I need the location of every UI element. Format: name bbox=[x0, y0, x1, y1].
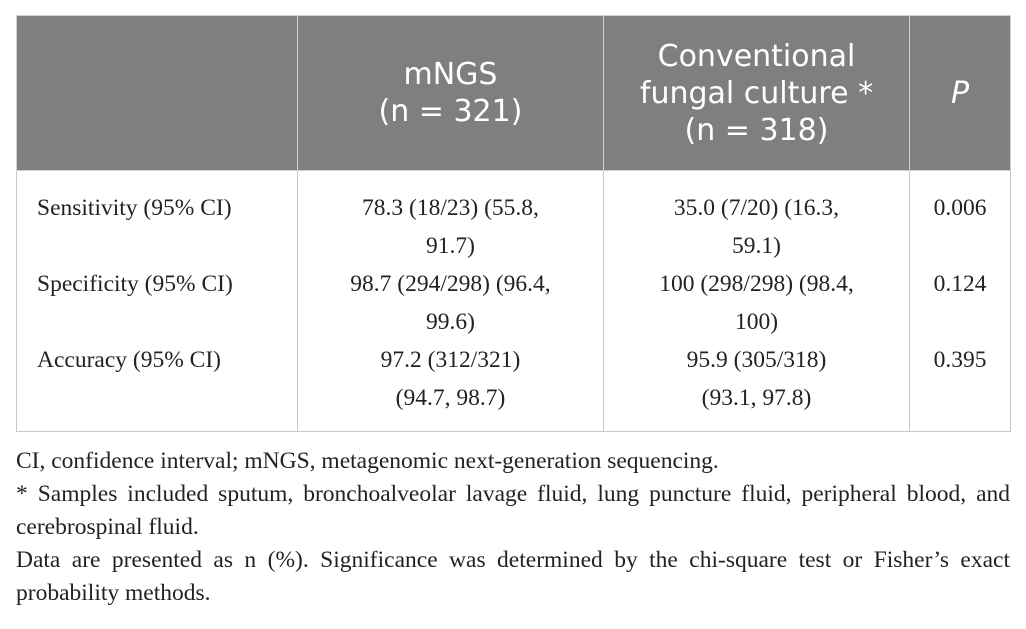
table-row-specificity bbox=[17, 265, 1011, 341]
footnote-abbreviations: CI, confidence interval; mNGS, metagenomic next-generation sequencing. bbox=[16, 448, 719, 474]
footnote-data-presentation: Data are presented as n (%). Significance was determined by the chi-square test or Fisher’s exact probability methods. bbox=[16, 547, 1010, 606]
p-value: 0.124 bbox=[910, 265, 1011, 341]
p-value: 0.006 bbox=[910, 171, 1011, 266]
culture-value: 100 (298/298) (98.4, 100) bbox=[604, 265, 910, 341]
table-footnotes bbox=[16, 445, 1010, 610]
header-empty bbox=[17, 16, 298, 171]
results-table-container bbox=[16, 15, 1010, 432]
culture-value: 95.9 (305/318) (93.1, 97.8) bbox=[604, 341, 910, 432]
mngs-value: 98.7 (294/298) (96.4, 99.6) bbox=[298, 265, 604, 341]
header-p-value: P bbox=[910, 16, 1011, 171]
diagnostic-performance-table bbox=[16, 15, 1011, 432]
header-conventional-culture: Conventional fungal culture * (n = 318) bbox=[604, 16, 910, 171]
table-header-row bbox=[17, 16, 1011, 171]
table-row-accuracy bbox=[17, 341, 1011, 432]
header-mngs: mNGS (n = 321) bbox=[298, 16, 604, 171]
row-label: Sensitivity (95% CI) bbox=[17, 171, 298, 266]
table-row-sensitivity bbox=[17, 171, 1011, 266]
row-label: Specificity (95% CI) bbox=[17, 265, 298, 341]
footnote-samples: * Samples included sputum, bronchoalveolar lavage fluid, lung puncture fluid, peripheral blood, and cerebrospinal fluid. bbox=[16, 481, 1010, 540]
mngs-value: 97.2 (312/321) (94.7, 98.7) bbox=[298, 341, 604, 432]
mngs-value: 78.3 (18/23) (55.8, 91.7) bbox=[298, 171, 604, 266]
row-label: Accuracy (95% CI) bbox=[17, 341, 298, 432]
p-value: 0.395 bbox=[910, 341, 1011, 432]
culture-value: 35.0 (7/20) (16.3, 59.1) bbox=[604, 171, 910, 266]
